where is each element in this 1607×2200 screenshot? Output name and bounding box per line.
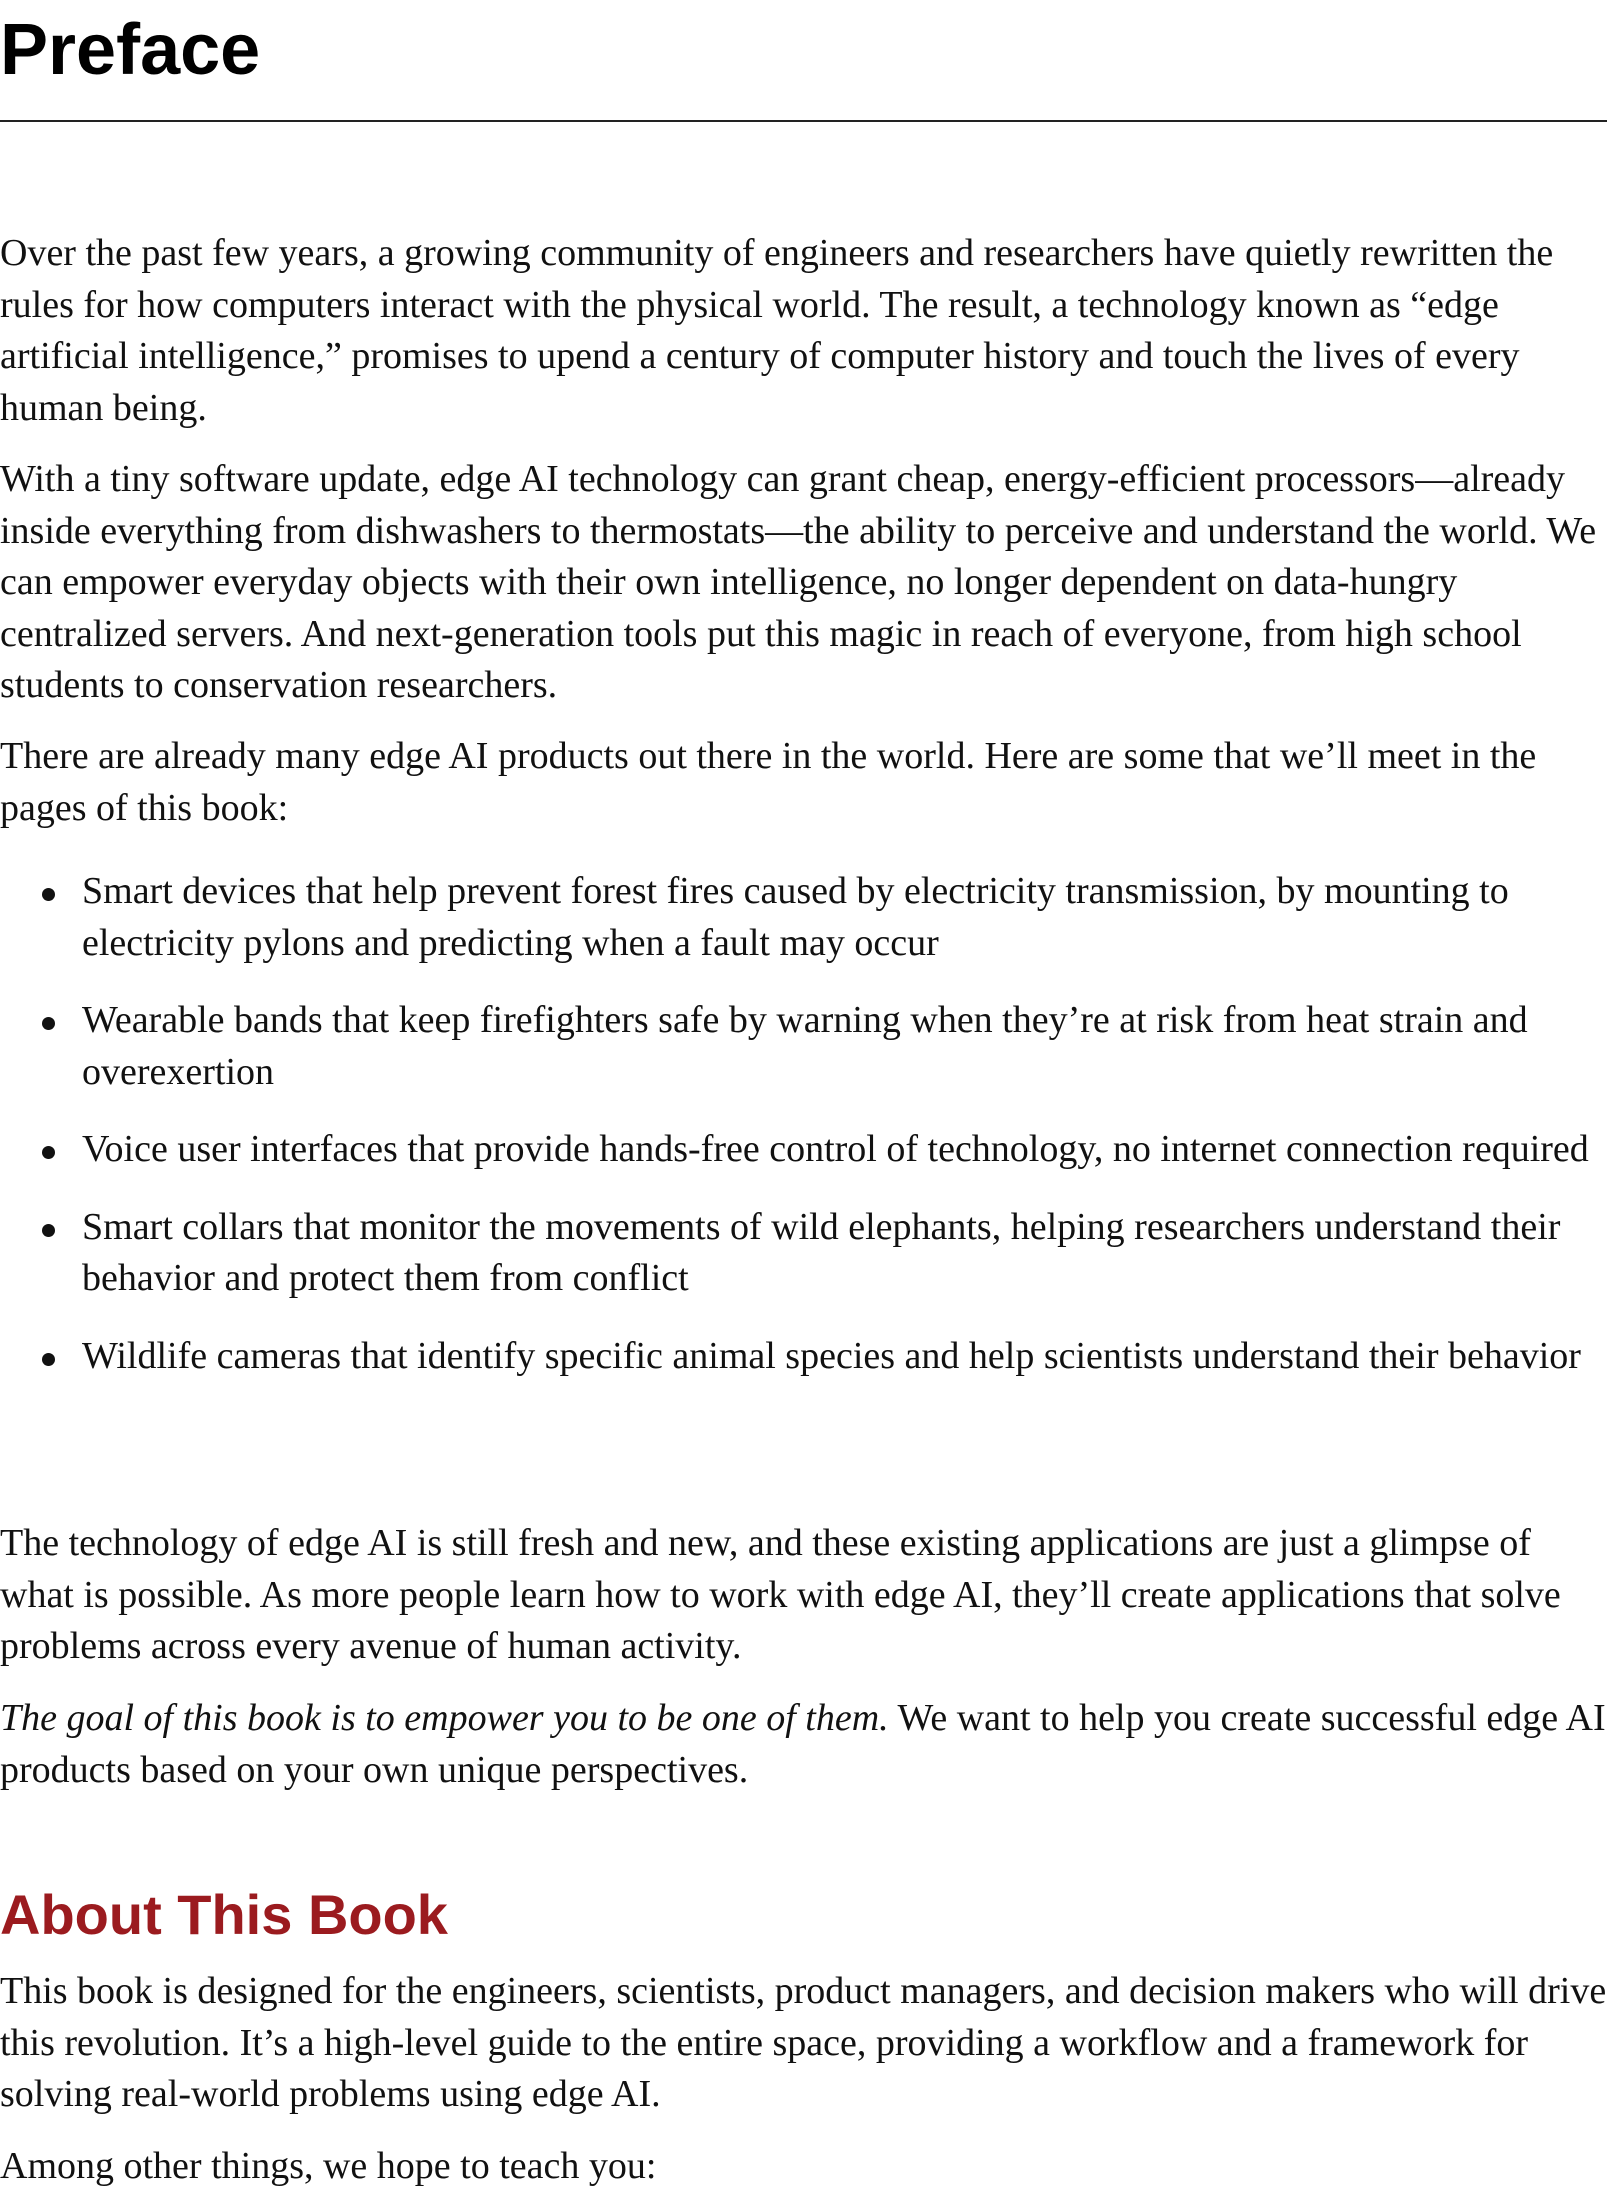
list-item <box>0 1331 1607 1383</box>
list-item <box>0 995 1607 1098</box>
intro-paragraph-3: There are already many edge AI products out there in the world. Here are some that we’ll meet in the pages of this book: <box>0 735 1537 829</box>
list-item-text: Voice user interfaces that provide hands-free control of technology, no internet connection required <box>82 1128 1589 1170</box>
list-item <box>0 866 1607 969</box>
bullet-icon <box>42 1017 55 1030</box>
list-item-text: Wildlife cameras that identify specific animal species and help scientists understand their behavior <box>82 1334 1581 1377</box>
title-divider <box>0 120 1607 122</box>
list-item-text: Wearable bands that keep firefighters safe by warning when they’re at risk from heat strain and overexertion <box>82 999 1528 1093</box>
goal-rest: We want to help you create successful edge AI products based on your own unique perspectives. <box>0 1697 1606 1791</box>
closing-paragraph: The technology of edge AI is still fresh and new, and these existing applications are just a glimpse of what is possible. As more people learn how to work with edge AI, they’ll create applications that solve problems across every avenue of human activity. <box>0 1522 1561 1667</box>
bullet-icon <box>42 1353 55 1366</box>
goal-paragraph <box>0 1693 1607 1796</box>
intro-paragraph-1: Over the past few years, a growing community of engineers and researchers have quietly rewritten the rules for how computers interact with the physical world. The result, a technology known as “edge artificial intelligence,” promises to upend a century of computer history and touch the lives of every human being. <box>0 232 1554 429</box>
about-paragraph-2: Among other things, we hope to teach you: <box>0 2145 657 2187</box>
list-item <box>0 1124 1607 1176</box>
products-list <box>0 866 1607 1408</box>
list-item <box>0 1202 1607 1305</box>
bullet-icon <box>42 1146 55 1159</box>
section-heading: About This Book <box>0 1883 448 1946</box>
bullet-icon <box>42 888 55 901</box>
list-item-text: Smart collars that monitor the movements of wild elephants, helping researchers understand their behavior and protect them from conflict <box>82 1205 1561 1299</box>
about-paragraph-1: This book is designed for the engineers, scientists, product managers, and decision makers who will drive this revolution. It’s a high-level guide to the entire space, providing a workflow and a framework for solving real-world problems using edge AI. <box>0 1970 1607 2115</box>
list-item-text: Smart devices that help prevent forest fires caused by electricity transmission, by mounting to electricity pylons and predicting when a fault may occur <box>82 870 1509 964</box>
bullet-icon <box>42 1224 55 1237</box>
goal-emphasis: The goal of this book is to empower you to be one of them. <box>0 1697 889 1739</box>
intro-paragraph-2: With a tiny software update, edge AI technology can grant cheap, energy-efficient processors—already inside everything from dishwashers to thermostats—the ability to perceive and understand the world. We can empower everyday objects with their own intelligence, no longer dependent on data-hungry centralized servers. And next-generation tools put this magic in reach of everyone, from high school students to conservation researchers. <box>0 458 1597 706</box>
page-title: Preface <box>0 10 261 90</box>
